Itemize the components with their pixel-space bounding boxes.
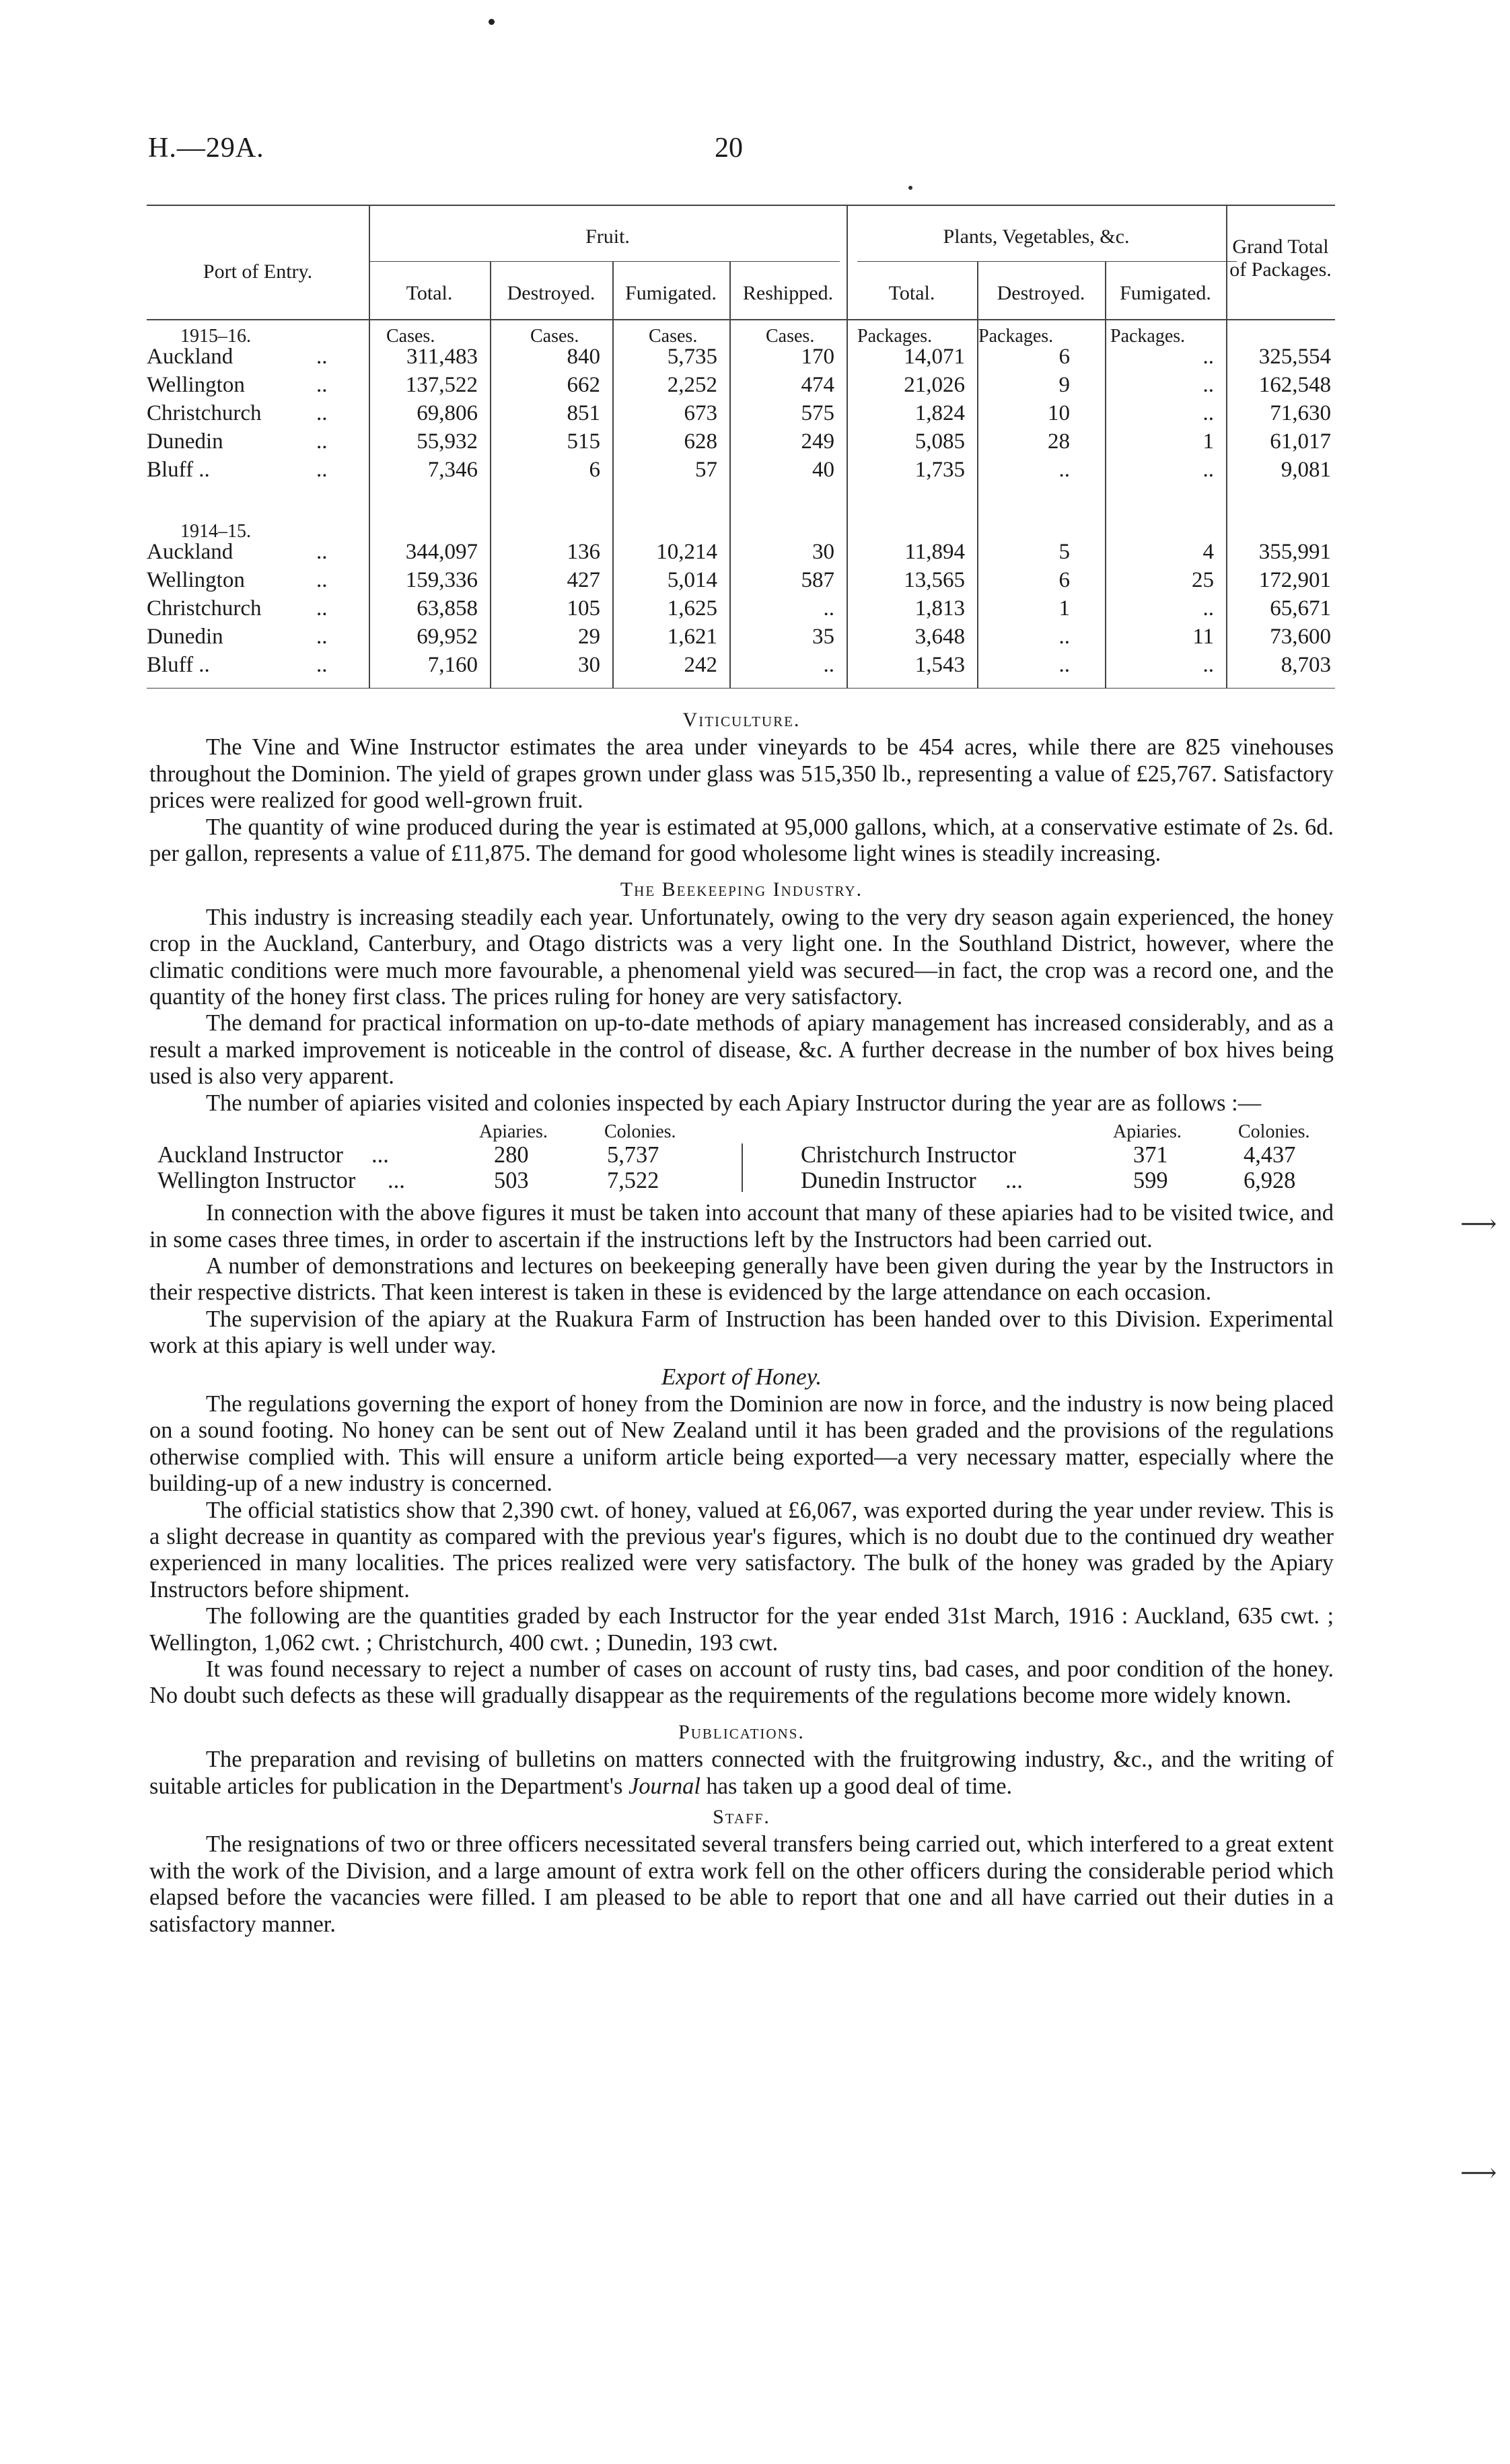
margin-arrow-icon: ⟶ bbox=[1460, 2159, 1497, 2187]
cell-p-total: 1,543 bbox=[914, 653, 965, 677]
cell-reshipped: 249 bbox=[801, 429, 834, 454]
cell-p-destroyed: 1 bbox=[1058, 596, 1070, 621]
table-rule bbox=[857, 261, 1237, 262]
cell-p-destroyed: .. bbox=[1058, 625, 1070, 649]
cell-reshipped: .. bbox=[823, 653, 834, 677]
cell-reshipped: 170 bbox=[801, 345, 834, 369]
cell-p-fumigated: .. bbox=[1202, 596, 1214, 621]
cell-p-total: 1,824 bbox=[914, 401, 965, 425]
port-name: Christchurch bbox=[147, 596, 262, 621]
cell-p-destroyed: .. bbox=[1058, 653, 1070, 677]
paragraph-text: has taken up a good deal of time. bbox=[700, 1773, 1013, 1799]
leader-dots: .. bbox=[316, 429, 328, 454]
paragraph: The quantity of wine produced during the year is estimated at 95,000 gallons, which, at a conservative estimate of 2s. 6d. per gallon, represents a value of £11,875. The demand for good wholesome light wines is steadily increasing. bbox=[149, 814, 1334, 867]
apiary-instructor-name: Dunedin Instructor bbox=[801, 1168, 976, 1194]
cell-reshipped: 40 bbox=[812, 458, 834, 482]
port-name: Auckland bbox=[147, 345, 233, 369]
cell-fumigated: 57 bbox=[695, 458, 717, 482]
cell-destroyed: 6 bbox=[589, 458, 600, 482]
leader-dots: .. bbox=[316, 458, 328, 482]
cell-p-destroyed: 9 bbox=[1058, 373, 1070, 397]
cell-fumigated: 2,252 bbox=[667, 373, 717, 397]
cell-total: 7,160 bbox=[427, 653, 478, 677]
cell-p-total: 11,894 bbox=[904, 540, 965, 564]
cell-p-fumigated: 1 bbox=[1202, 429, 1214, 454]
table-rule bbox=[147, 319, 1335, 320]
cell-p-fumigated: .. bbox=[1202, 373, 1214, 397]
apiary-divider bbox=[742, 1143, 743, 1192]
cell-p-total: 1,813 bbox=[914, 596, 965, 621]
year-label: 1915–16. bbox=[180, 326, 251, 347]
header-fumigated: Fumigated. bbox=[625, 282, 717, 304]
cell-p-fumigated: .. bbox=[1202, 458, 1214, 482]
cell-destroyed: 136 bbox=[567, 540, 600, 564]
cell-destroyed: 427 bbox=[567, 568, 600, 592]
report-body bbox=[149, 703, 1334, 1938]
apiary-instructor-name: Auckland Instructor bbox=[157, 1142, 343, 1168]
section-heading-staff: Staff. bbox=[713, 1806, 770, 1829]
margin-arrow-icon: ⟶ bbox=[1460, 1210, 1497, 1238]
unit-label: Cases. bbox=[649, 326, 698, 347]
paragraph: The demand for practical information on up-to-date methods of apiary management has increased considerably, and as a result a marked improvement is noticeable in the control of disease, &c. A further decrease in the number of box hives being used is also very apparent. bbox=[149, 1010, 1334, 1090]
cell-total: 63,858 bbox=[417, 596, 478, 621]
paragraph-text: The preparation and revising of bulletins on matters connected with the fruitgrowing industry, &c., and the writing of suitable articles for publication in the Department's bbox=[149, 1747, 1334, 1799]
port-name: Bluff .. bbox=[147, 653, 210, 677]
header-plants: Plants, Vegetables, &c. bbox=[943, 225, 1130, 248]
ink-dot bbox=[489, 19, 495, 25]
table-rule bbox=[369, 261, 840, 262]
cell-p-destroyed: 10 bbox=[1048, 401, 1070, 425]
cell-total: 344,097 bbox=[405, 540, 478, 564]
port-name: Christchurch bbox=[147, 401, 262, 425]
colony-count: 5,737 bbox=[607, 1142, 659, 1168]
leader-dots: ... bbox=[371, 1142, 389, 1168]
header-plants-destroyed: Destroyed. bbox=[997, 282, 1085, 304]
year-label: 1914–15. bbox=[180, 521, 251, 542]
apiary-header-colonies: Colonies. bbox=[1238, 1121, 1310, 1143]
cell-fumigated: 10,214 bbox=[656, 540, 717, 564]
paragraph: The resignations of two or three officers necessitated several transfers being carried out, which interfered to a great extent with the work of the Division, and a large amount of extra work fell on the other officers during the considerable period which elapsed before the vacancies were filled. I am pleased to be able to report that one and all have carried out their duties in a satisfactory manner. bbox=[149, 1831, 1334, 1937]
cell-reshipped: 575 bbox=[801, 401, 834, 425]
cell-total: 7,346 bbox=[427, 458, 478, 482]
cell-destroyed: 515 bbox=[567, 429, 600, 454]
port-name: Dunedin bbox=[147, 429, 223, 454]
cell-p-fumigated: 4 bbox=[1202, 540, 1214, 564]
cell-grand: 71,630 bbox=[1270, 401, 1331, 425]
paragraph: The supervision of the apiary at the Ruakura Farm of Instruction has been handed over to this Division. Experimental work at this apiary is well under way. bbox=[149, 1306, 1334, 1359]
apiary-header-colonies: Colonies. bbox=[604, 1121, 676, 1143]
leader-dots: .. bbox=[316, 596, 328, 621]
leader-dots: ... bbox=[1005, 1168, 1023, 1194]
port-name: Auckland bbox=[147, 540, 233, 564]
cell-p-total: 13,565 bbox=[904, 568, 965, 592]
leader-dots: .. bbox=[316, 625, 328, 649]
import-inspection-table bbox=[147, 205, 1335, 689]
cell-reshipped: 587 bbox=[801, 568, 834, 592]
colony-count: 4,437 bbox=[1244, 1142, 1296, 1168]
paragraph: It was found necessary to reject a number of cases on account of rusty tins, bad cases, and poor condition of the honey. No doubt such defects as these will gradually disappear as the requirements of the regulations become more widely known. bbox=[149, 1656, 1334, 1709]
apiary-summary bbox=[149, 1119, 1334, 1195]
cell-p-total: 21,026 bbox=[904, 373, 965, 397]
cell-p-destroyed: 28 bbox=[1048, 429, 1070, 454]
cell-destroyed: 840 bbox=[567, 345, 600, 369]
cell-p-total: 1,735 bbox=[914, 458, 965, 482]
apiary-header-apiaries: Apiaries. bbox=[479, 1121, 548, 1143]
cell-fumigated: 673 bbox=[684, 401, 717, 425]
cell-destroyed: 662 bbox=[567, 373, 600, 397]
cell-grand: 172,901 bbox=[1258, 568, 1331, 592]
unit-label: Packages. bbox=[978, 326, 1054, 347]
unit-label: Cases. bbox=[386, 326, 435, 347]
unit-label: Packages. bbox=[1110, 326, 1186, 347]
cell-p-total: 5,085 bbox=[914, 429, 965, 454]
cell-p-fumigated: .. bbox=[1202, 345, 1214, 369]
cell-p-destroyed: 6 bbox=[1058, 568, 1070, 592]
paragraph: The regulations governing the export of honey from the Dominion are now in force, and the industry is now being placed on a sound footing. No honey can be sent out of New Zealand until it has been graded and the provisions of the regulations otherwise complied with. This will ensure a uniform article being exported—a very necessary matter, especially where the building-up of a new industry is concerned. bbox=[149, 1391, 1334, 1497]
cell-fumigated: 628 bbox=[684, 429, 717, 454]
cell-fumigated: 5,014 bbox=[667, 568, 717, 592]
colony-count: 6,928 bbox=[1244, 1168, 1296, 1194]
cell-p-total: 3,648 bbox=[914, 625, 965, 649]
cell-p-destroyed: 6 bbox=[1058, 345, 1070, 369]
paragraph: This industry is increasing steadily each year. Unfortunately, owing to the very dry season again experienced, the honey crop in the Auckland, Canterbury, and Otago districts was a very light one. In the Southland District, however, where the climatic conditions were much more favourable, a phenomenal yield was secured—in fact, the crop was a record one, and the quantity of the honey first class. The prices ruling for honey are very satisfactory. bbox=[149, 904, 1334, 1010]
cell-p-fumigated: 25 bbox=[1192, 568, 1214, 592]
leader-dots: .. bbox=[316, 568, 328, 592]
paragraph: The official statistics show that 2,390 cwt. of honey, valued at £6,067, was exported during the year under review. This is a slight decrease in quantity as compared with the previous year's figures, which is no doubt due to the continued dry weather experienced in many localities. The prices realized were very satisfactory. The bulk of the honey was graded by the Apiary Instructors before shipment. bbox=[149, 1497, 1334, 1603]
cell-p-destroyed: .. bbox=[1058, 458, 1070, 482]
cell-total: 69,806 bbox=[417, 401, 478, 425]
leader-dots: .. bbox=[316, 345, 328, 369]
port-name: Wellington bbox=[147, 373, 245, 397]
cell-total: 69,952 bbox=[417, 625, 478, 649]
apiary-instructor-name: Christchurch Instructor bbox=[801, 1142, 1016, 1168]
port-name: Bluff .. bbox=[147, 458, 210, 482]
unit-label: Cases. bbox=[530, 326, 579, 347]
cell-p-fumigated: .. bbox=[1202, 653, 1214, 677]
header-plants-fumigated: Fumigated. bbox=[1120, 282, 1211, 304]
paragraph: In connection with the above figures it must be taken into account that many of these apiaries had to be visited twice, and in some cases three times, in order to ascertain if the instructions left by the Instructors had been carried out. bbox=[149, 1200, 1334, 1253]
header-reshipped: Reshipped. bbox=[742, 282, 834, 304]
cell-total: 137,522 bbox=[405, 373, 478, 397]
port-name: Dunedin bbox=[147, 625, 223, 649]
cell-total: 311,483 bbox=[406, 345, 478, 369]
header-fruit: Fruit. bbox=[585, 225, 630, 248]
header-grand-total: Grand Total of Packages. bbox=[1229, 236, 1332, 281]
leader-dots: .. bbox=[316, 373, 328, 397]
cell-destroyed: 30 bbox=[578, 653, 600, 677]
cell-destroyed: 851 bbox=[567, 401, 600, 425]
cell-total: 159,336 bbox=[405, 568, 478, 592]
cell-p-fumigated: .. bbox=[1202, 401, 1214, 425]
header-destroyed: Destroyed. bbox=[507, 282, 596, 304]
section-heading-export-honey: Export of Honey. bbox=[661, 1363, 822, 1390]
apiary-instructor-name: Wellington Instructor bbox=[157, 1168, 356, 1194]
cell-grand: 9,081 bbox=[1281, 458, 1331, 482]
leader-dots: ... bbox=[388, 1168, 405, 1194]
leader-dots: .. bbox=[316, 401, 328, 425]
cell-grand: 8,703 bbox=[1281, 653, 1331, 677]
cell-p-destroyed: 5 bbox=[1058, 540, 1070, 564]
colony-count: 7,522 bbox=[607, 1168, 659, 1194]
cell-p-total: 14,071 bbox=[904, 345, 965, 369]
journal-title: Journal bbox=[628, 1773, 700, 1799]
cell-destroyed: 29 bbox=[578, 625, 600, 649]
page-number: 20 bbox=[715, 133, 743, 164]
paragraph bbox=[149, 1747, 1334, 1800]
cell-destroyed: 105 bbox=[567, 596, 600, 621]
apiary-header-apiaries: Apiaries. bbox=[1113, 1121, 1182, 1143]
apiary-count: 599 bbox=[1133, 1168, 1168, 1194]
header-total: Total. bbox=[406, 282, 453, 304]
cell-grand: 162,548 bbox=[1258, 373, 1331, 397]
cell-fumigated: 1,625 bbox=[667, 596, 717, 621]
cell-fumigated: 1,621 bbox=[667, 625, 717, 649]
cell-grand: 325,554 bbox=[1258, 345, 1331, 369]
cell-grand: 65,671 bbox=[1270, 596, 1331, 621]
header-port: Port of Entry. bbox=[203, 260, 313, 283]
leader-dots: .. bbox=[316, 653, 328, 677]
document-reference: H.—29A. bbox=[148, 133, 264, 164]
cell-p-fumigated: 11 bbox=[1192, 625, 1214, 649]
apiary-count: 280 bbox=[494, 1142, 529, 1168]
unit-label: Cases. bbox=[766, 326, 815, 347]
section-heading-publications: Publications. bbox=[678, 1720, 805, 1743]
paragraph: The Vine and Wine Instructor estimates the area under vineyards to be 454 acres, while there are 825 vinehouses throughout the Dominion. The yield of grapes grown under glass was 515,350 lb., representing a value of £25,767. Satisfactory prices were realized for good well-grown fruit. bbox=[149, 734, 1334, 814]
cell-reshipped: 30 bbox=[812, 540, 834, 564]
cell-reshipped: 474 bbox=[801, 373, 834, 397]
cell-total: 55,932 bbox=[417, 429, 478, 454]
header-plants-total: Total. bbox=[888, 282, 935, 304]
cell-fumigated: 5,735 bbox=[667, 345, 717, 369]
cell-grand: 73,600 bbox=[1270, 625, 1331, 649]
table-rule bbox=[147, 688, 1335, 689]
paragraph: A number of demonstrations and lectures on beekeeping generally have been given during the year by the Instructors in their respective districts. That keen interest is taken in these is evidenced by the large attendance on each occasion. bbox=[149, 1253, 1334, 1306]
cell-reshipped: .. bbox=[823, 596, 834, 621]
paragraph: The following are the quantities graded by each Instructor for the year ended 31st March, 1916 : Auckland, 635 cwt. ; Wellington, 1,062 cwt. ; Christchurch, 400 cwt. ; Dunedin, 193 cwt. bbox=[149, 1603, 1334, 1656]
paragraph: The number of apiaries visited and colonies inspected by each Apiary Instructor during the year are as follows :— bbox=[206, 1090, 1262, 1116]
cell-fumigated: 242 bbox=[684, 653, 717, 677]
table-rule bbox=[147, 205, 1335, 206]
cell-grand: 61,017 bbox=[1270, 429, 1331, 454]
cell-grand: 355,991 bbox=[1258, 540, 1331, 564]
unit-label: Packages. bbox=[857, 326, 933, 347]
cell-reshipped: 35 bbox=[812, 625, 834, 649]
section-heading-viticulture: Viticulture. bbox=[682, 709, 801, 731]
leader-dots: .. bbox=[316, 540, 328, 564]
apiary-count: 503 bbox=[494, 1168, 529, 1194]
apiary-count: 371 bbox=[1133, 1142, 1168, 1168]
port-name: Wellington bbox=[147, 568, 245, 592]
ink-dot-small bbox=[908, 186, 912, 190]
section-heading-beekeeping: The Beekeeping Industry. bbox=[620, 878, 863, 901]
